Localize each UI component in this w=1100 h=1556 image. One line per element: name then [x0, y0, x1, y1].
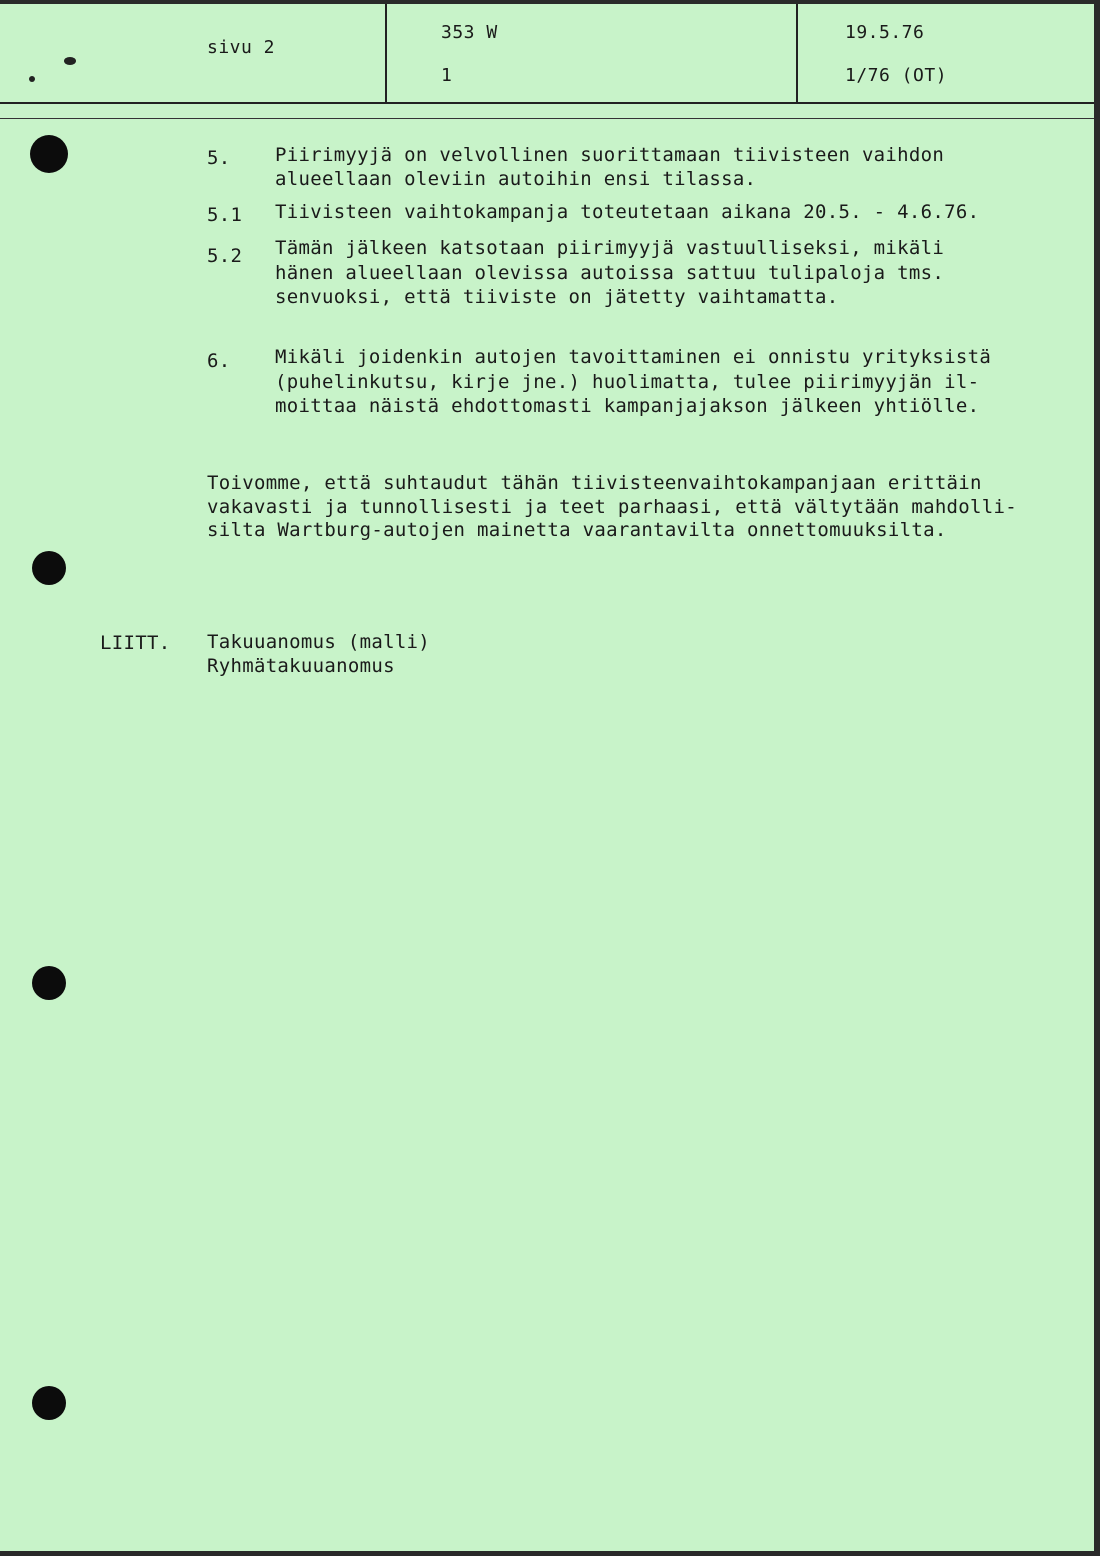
punch-hole: [32, 966, 66, 1000]
closing-line: vakavasti ja tunnollisesti ja teet parhaasi, että vältytään mahdolli-: [207, 496, 1017, 518]
item-line: moittaa näistä ehdottomasti kampanjajakson jälkeen yhtiölle.: [275, 395, 980, 417]
item-line: Mikäli joidenkin autojen tavoittaminen ei onnistu yrityksistä: [275, 346, 992, 368]
attachments-label: LIITT.: [100, 632, 171, 654]
doc-code: 353 W: [441, 22, 498, 43]
ink-smudge: [64, 57, 76, 65]
doc-sub: 1: [441, 65, 453, 86]
item-number: 5.2: [207, 245, 243, 267]
item-line: alueellaan oleviin autoihin ensi tilassa.: [275, 168, 757, 190]
item-number: 5.: [207, 147, 231, 169]
item-line: Tiivisteen vaihtokampanja toteutetaan aikana 20.5. - 4.6.76.: [275, 201, 980, 223]
top-edge: [0, 0, 1100, 4]
right-edge: [1094, 0, 1100, 1556]
doc-ref: 1/76 (OT): [845, 65, 948, 86]
punch-hole: [32, 1386, 66, 1420]
bottom-edge: [0, 1551, 1100, 1556]
item-number: 6.: [207, 350, 231, 372]
item-line: Piirimyyjä on velvollinen suorittamaan tiivisteen vaihdon: [275, 144, 945, 166]
header-divider: [0, 102, 1094, 104]
attachment-item: Ryhmätakuuanomus: [207, 655, 395, 677]
item-line: Tämän jälkeen katsotaan piirimyyjä vastuulliseksi, mikäli: [275, 237, 945, 259]
ink-smudge: [29, 76, 35, 82]
header-column-rule-1: [385, 4, 387, 102]
item-number: 5.1: [207, 204, 243, 226]
page-label: sivu 2: [207, 37, 276, 58]
attachment-item: Takuuanomus (malli): [207, 631, 431, 653]
item-line: hänen alueellaan olevissa autoissa sattuu tulipaloja tms.: [275, 262, 945, 284]
item-line: (puhelinkutsu, kirje jne.) huolimatta, tulee piirimyyjän il-: [275, 371, 980, 393]
closing-line: Toivomme, että suhtaudut tähän tiivisteenvaihtokampanjaan erittäin: [207, 472, 982, 494]
header-divider-lower: [0, 118, 1094, 119]
punch-hole: [32, 551, 66, 585]
item-line: senvuoksi, että tiiviste on jätetty vaihtamatta.: [275, 286, 839, 308]
doc-date: 19.5.76: [845, 22, 925, 43]
header-column-rule-2: [796, 4, 798, 102]
closing-line: silta Wartburg-autojen mainetta vaarantavilta onnettomuuksilta.: [207, 519, 947, 541]
punch-hole: [30, 135, 68, 173]
